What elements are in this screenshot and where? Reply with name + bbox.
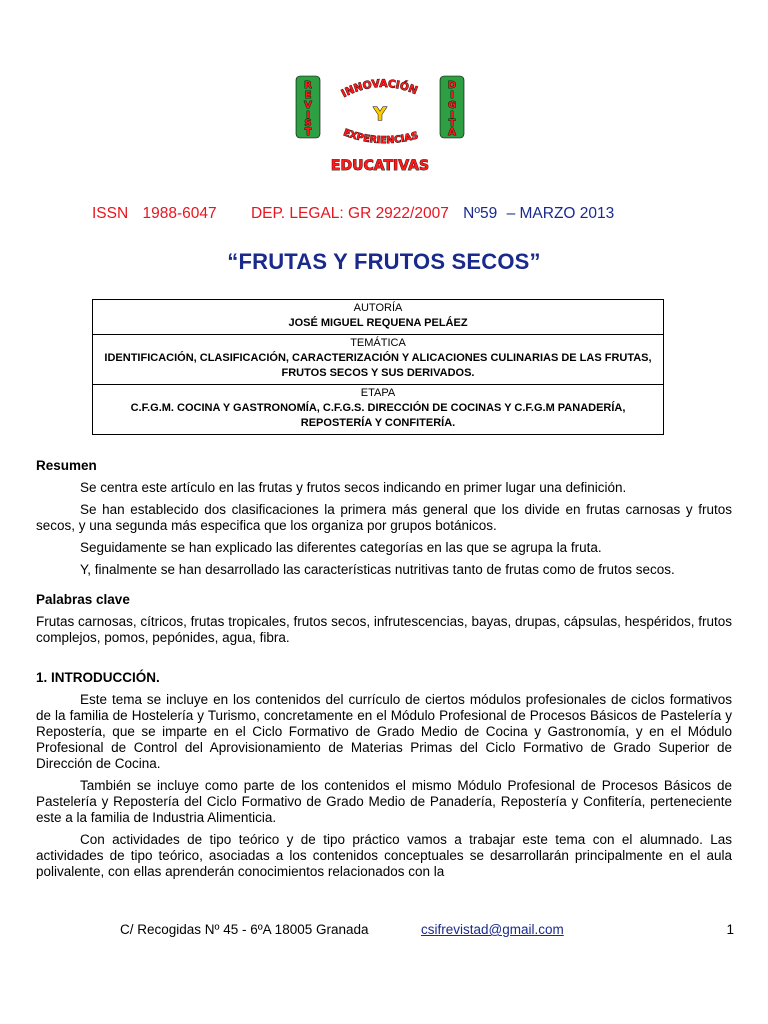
resumen-paragraph: Seguidamente se han explicado las diferentes categorías en las que se agrupa la fruta. <box>80 540 602 555</box>
issn-label: ISSN <box>92 205 129 222</box>
logo-side-right <box>440 76 464 138</box>
svg-text:I: I <box>450 110 454 121</box>
intro-paragraph: También se incluye como parte de los contenidos el mismo Módulo Profesional de Procesos Básicos de Pastelería y Repostería del Ciclo Formativo de Grado Medio de Panadería, Repostería y Confitería, perteneciente este a la familia de Industria Alimenticia. <box>36 778 732 825</box>
intro-paragraph: Con actividades de tipo teórico y de tipo práctico vamos a trabajar este tema con el alumnado. Las actividades de tipo teórico, asociadas a los contenidos conceptuales se desarrollarán principalmente en el aula polivalente, con ellas aprenderán conocimientos relacionados con la <box>36 832 732 879</box>
svg-text:R: R <box>304 80 312 91</box>
logo-word-top: INNOVACIÓN <box>339 77 420 101</box>
palabras-clave-heading: Palabras clave <box>36 592 130 607</box>
page-number: 1 <box>726 922 734 937</box>
svg-text:T: T <box>304 127 312 138</box>
logo-word-bottom: EXPERIENCIAS <box>341 127 420 147</box>
tematica-label: TEMÁTICA <box>350 337 406 349</box>
logo-word-y: Y <box>373 104 387 125</box>
meta-row-autoria <box>93 300 664 335</box>
footer-address: C/ Recogidas Nº 45 - 6ºA 18005 Granada <box>120 922 369 937</box>
resumen-heading: Resumen <box>36 458 97 473</box>
resumen-paragraph: Y, finalmente se han desarrollado las características nutritivas tanto de frutas como de frutos secos. <box>80 562 675 577</box>
resumen-paragraph: Se han establecido dos clasificaciones la primera más general que los divide en frutas carnosas y frutos secos, y una segunda más especifica que los organiza por grupos botánicos. <box>36 502 732 533</box>
meta-row-etapa <box>93 385 664 435</box>
article-body <box>36 458 732 886</box>
svg-text:I: I <box>450 90 454 101</box>
etapa-value: C.F.G.M. COCINA Y GASTRONOMÍA, C.F.G.S. DIRECCIÓN DE COCINAS Y C.F.G.M PANADERÍA, REPOSTERÍA Y CONFITERÍA. <box>130 402 626 429</box>
issue-number: Nº59 <box>463 205 498 222</box>
logo-side-left <box>296 76 320 138</box>
magazine-logo <box>290 68 470 180</box>
autoria-label: AUTORÍA <box>353 302 403 314</box>
article-meta-table <box>92 299 664 435</box>
resumen-paragraph: Se centra este artículo en las frutas y frutos secos indicando en primer lugar una definición. <box>80 480 627 495</box>
dep-legal: DEP. LEGAL: GR 2922/2007 <box>250 205 449 222</box>
svg-text:S: S <box>304 118 312 129</box>
autoria-value: JOSÉ MIGUEL REQUENA PELÁEZ <box>288 317 468 329</box>
intro-paragraph: Este tema se incluye en los contenidos del currículo de ciertos módulos profesionales de ciclos formativos de la familia de Hostelería y Turismo, concretamente en el Módulo Profesional de Procesos Básicos de Pastelería y Repostería, que se imparte en el Ciclo Formativo de Grado Medio de Cocina y Gastronomía, y en el Módulo Profesional de Control del Aprovisionamiento de Materias Primas del Ciclo Formativo de Grado Superior de Dirección de Cocina. <box>36 692 732 771</box>
meta-row-tematica <box>93 335 664 385</box>
issn-value: 1988-6047 <box>142 205 217 222</box>
intro-heading: 1. INTRODUCCIÓN. <box>36 670 160 685</box>
svg-text:A: A <box>448 127 456 138</box>
page-footer <box>120 922 734 940</box>
etapa-label: ETAPA <box>360 387 396 399</box>
article-title: “FRUTAS Y FRUTOS SECOS” <box>227 249 541 274</box>
issn-line <box>92 205 712 223</box>
svg-text:I: I <box>306 110 310 121</box>
logo-word-base: EDUCATIVAS <box>330 158 430 174</box>
svg-text:V: V <box>304 100 312 111</box>
tematica-value: IDENTIFICACIÓN, CLASIFICACIÓN, CARACTERIZACIÓN Y ALICACIONES CULINARIAS DE LAS FRUTAS, FRUTOS SECOS Y SUS DERIVADOS. <box>104 352 652 379</box>
svg-text:T: T <box>448 118 456 129</box>
svg-text:G: G <box>447 100 457 111</box>
svg-text:D: D <box>447 80 457 91</box>
palabras-clave-text: Frutas carnosas, cítricos, frutas tropicales, frutos secos, infrutescencias, bayas, drupas, cápsulas, hespéridos, frutos complejos, pomos, pepónides, agua, fibra. <box>36 614 732 645</box>
issue-date: – MARZO 2013 <box>506 205 615 222</box>
footer-email-link[interactable]: csifrevistad@gmail.com <box>421 922 564 937</box>
svg-text:E: E <box>304 90 312 101</box>
